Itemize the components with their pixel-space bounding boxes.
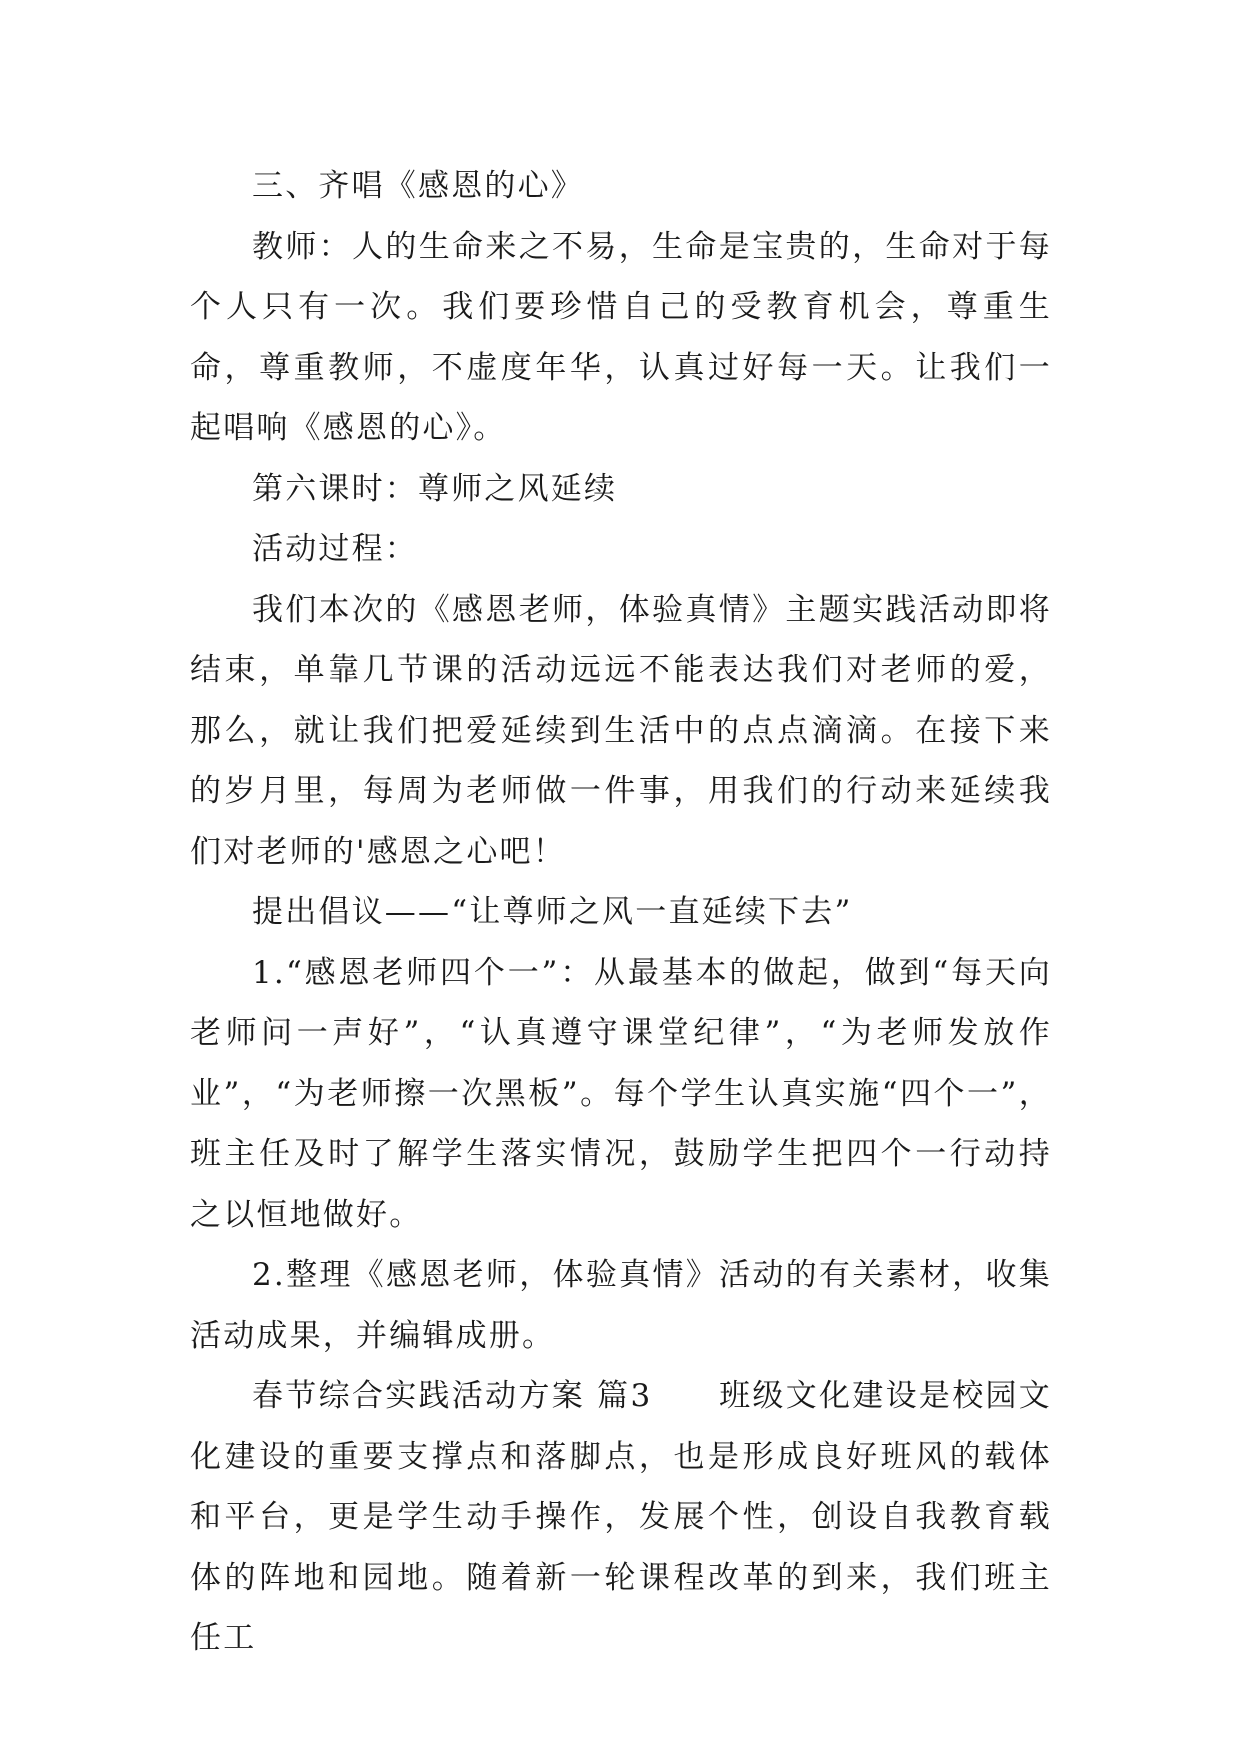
document-body: [190, 156, 1052, 1669]
heading-sing-together: 三、齐唱《感恩的心》: [252, 168, 584, 204]
paragraph-teacher-speech: 教师：人的生命来之不易，生命是宝贵的，生命对于每个人只有一次。我们要珍惜自己的受教育机会，尊重生命，尊重教师，不虚度年华，认真过好每一天。让我们一起唱响《感恩的心》。: [190, 228, 1052, 446]
paragraph-plan-3: 春节综合实践活动方案 篇3 班级文化建设是校园文化建设的重要支撑点和落脚点，也是形成良好班风的载体和平台，更是学生动手操作，发展个性，创设自我教育载体的阵地和园地。随着新一轮课程改革的到来，我们班主任工: [190, 1378, 1052, 1656]
paragraph-activity-summary: 我们本次的《感恩老师，体验真情》主题实践活动即将结束，单靠几节课的活动远远不能表达我们对老师的爱，那么，就让我们把爱延续到生活中的点点滴滴。在接下来的岁月里，每周为老师做一件事，用我们的行动来延续我们对老师的'感恩之心吧！: [190, 591, 1052, 870]
list-item-2: 2.整理《感恩老师，体验真情》活动的有关素材，收集活动成果，并编辑成册。: [190, 1257, 1052, 1354]
heading-proposal: 提出倡议——“让尊师之风一直延续下去”: [252, 894, 853, 930]
heading-activity-process: 活动过程：: [252, 531, 418, 567]
heading-sixth-lesson: 第六课时：尊师之风延续: [252, 470, 618, 507]
list-item-1: 1.“感恩老师四个一”：从最基本的做起，做到“每天向老师问一声好”，“认真遵守课堂纪律”，“为老师发放作业”，“为老师擦一次黑板”。每个学生认真实施“四个一”，班主任及时了解学生落实情况，鼓励学生把四个一行动持之以恒地做好。: [190, 954, 1052, 1233]
